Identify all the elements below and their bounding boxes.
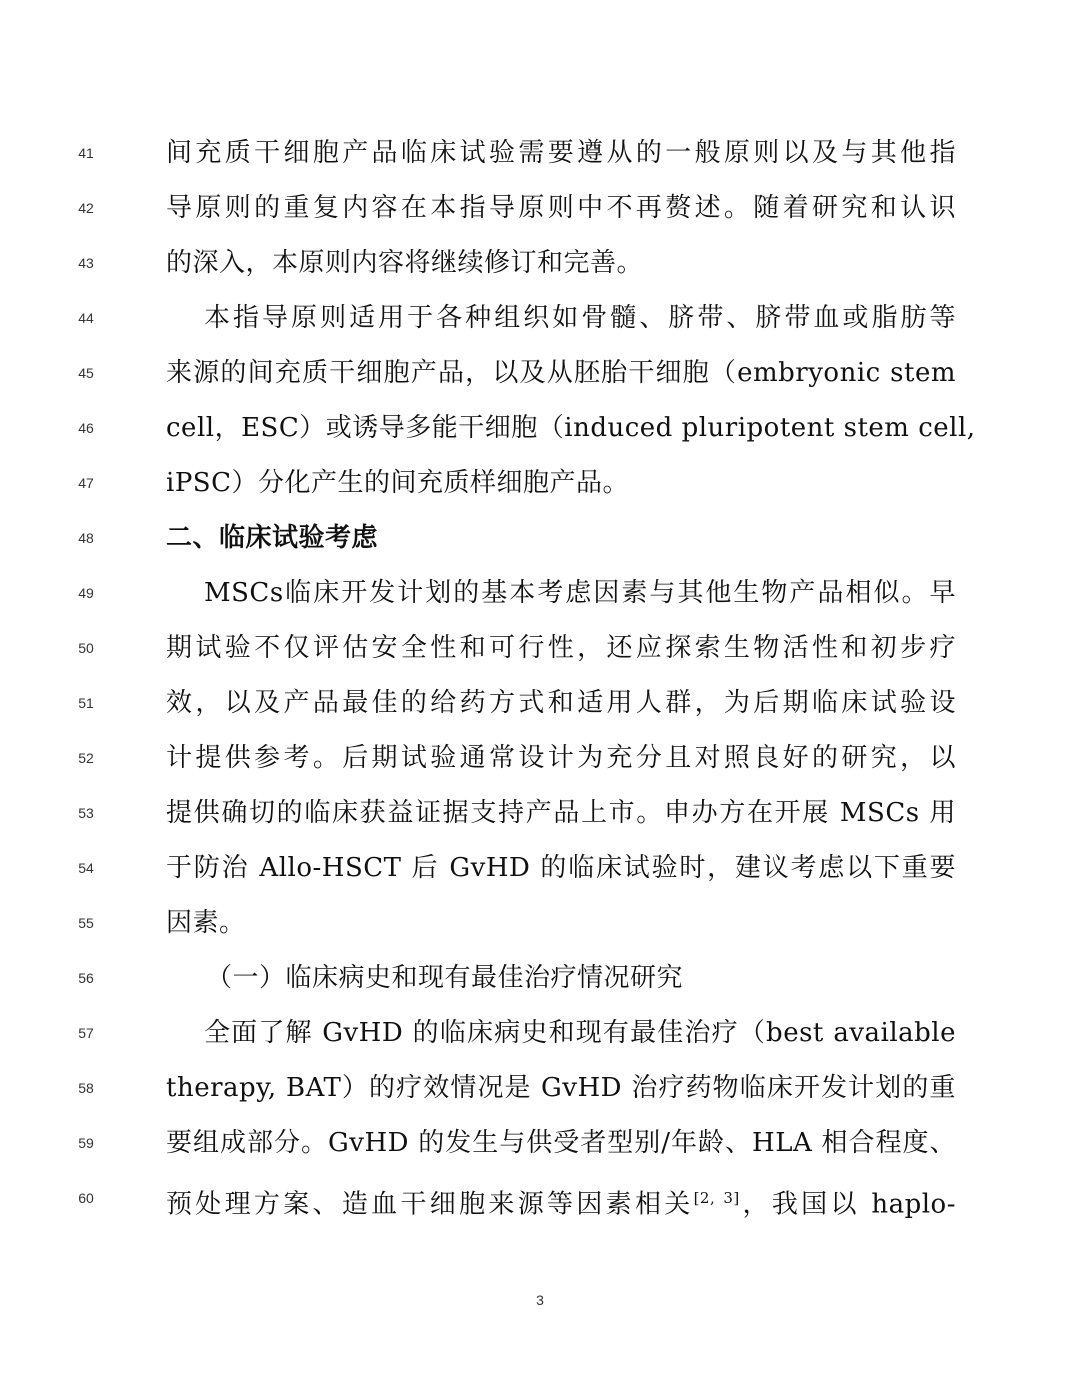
line-text: 计提供参考。后期试验通常设计为充分且对照良好的研究，以 [166, 743, 956, 773]
line-text: iPSC）分化产生的间充质样细胞产品。 [166, 468, 630, 498]
text-line [0, 790, 1080, 845]
line-number: 43 [78, 255, 94, 271]
section-heading [0, 515, 1080, 570]
line-number: 50 [78, 640, 94, 656]
line-text: MSCs临床开发计划的基本考虑因素与其他生物产品相似。早 [204, 578, 956, 608]
line-number: 55 [78, 915, 94, 931]
line-text [166, 1175, 956, 1228]
line-text-main: 预处理方案、造血干细胞来源等因素相关 [166, 1189, 694, 1220]
line-text: 来源的间充质干细胞产品，以及从胚胎干细胞（embryonic stem [166, 358, 956, 388]
heading-text: （一）临床病史和现有最佳治疗情况研究 [206, 963, 684, 993]
line-text: therapy, BAT）的疗效情况是 GvHD 治疗药物临床开发计划的重 [166, 1073, 956, 1103]
line-number: 46 [78, 420, 94, 436]
line-text: 的深入，本原则内容将继续修订和完善。 [166, 248, 644, 278]
line-number: 52 [78, 750, 94, 766]
line-number: 48 [78, 530, 94, 546]
line-number: 41 [78, 145, 94, 161]
citation-marker[interactable]: [2, 3] [693, 1189, 740, 1207]
line-number: 57 [78, 1025, 94, 1041]
line-text: 于防治 Allo-HSCT 后 GvHD 的临床试验时，建议考虑以下重要 [166, 853, 956, 883]
text-line [0, 1010, 1080, 1065]
line-text: 因素。 [166, 908, 246, 938]
text-line [0, 295, 1080, 350]
text-line [0, 240, 1080, 295]
line-text: 本指导原则适用于各种组织如骨髓、脐带、脐带血或脂肪等 [204, 303, 956, 333]
heading-text: 二、临床试验考虑 [166, 523, 379, 553]
line-text: 效，以及产品最佳的给药方式和适用人群，为后期临床试验设 [166, 688, 956, 718]
line-number: 42 [78, 200, 94, 216]
line-number: 56 [78, 970, 94, 986]
text-line [0, 625, 1080, 680]
line-number: 45 [78, 365, 94, 381]
line-number: 44 [78, 310, 94, 326]
line-number: 60 [78, 1190, 94, 1206]
line-number: 49 [78, 585, 94, 601]
line-number: 59 [78, 1135, 94, 1151]
line-number: 47 [78, 475, 94, 491]
line-text: cell，ESC）或诱导多能干细胞（induced pluripotent stem cell, [166, 413, 976, 443]
subsection-heading [0, 955, 1080, 1010]
page-number: 3 [536, 1292, 544, 1308]
text-line [0, 845, 1080, 900]
text-line [0, 735, 1080, 790]
text-line [0, 1120, 1080, 1175]
line-text-tail: ，我国以 haplo- [739, 1189, 956, 1220]
text-line [0, 680, 1080, 735]
line-number: 58 [78, 1080, 94, 1096]
text-line [0, 130, 1080, 185]
text-line [0, 1175, 1080, 1230]
text-line [0, 570, 1080, 625]
line-text: 要组成部分。GvHD 的发生与供受者型别/年龄、HLA 相合程度、 [166, 1128, 956, 1158]
text-line [0, 1065, 1080, 1120]
line-text: 导原则的重复内容在本指导原则中不再赘述。随着研究和认识 [166, 193, 956, 223]
text-line [0, 460, 1080, 515]
line-number: 53 [78, 805, 94, 821]
line-number: 51 [78, 695, 94, 711]
text-line [0, 900, 1080, 955]
line-text: 提供确切的临床获益证据支持产品上市。申办方在开展 MSCs 用 [166, 798, 956, 828]
text-line [0, 405, 1080, 460]
line-text: 全面了解 GvHD 的临床病史和现有最佳治疗（best available [204, 1018, 956, 1048]
text-line [0, 185, 1080, 240]
text-line [0, 350, 1080, 405]
line-text: 间充质干细胞产品临床试验需要遵从的一般原则以及与其他指 [166, 138, 956, 168]
line-number: 54 [78, 860, 94, 876]
line-text: 期试验不仅评估安全性和可行性，还应探索生物活性和初步疗 [166, 633, 956, 663]
